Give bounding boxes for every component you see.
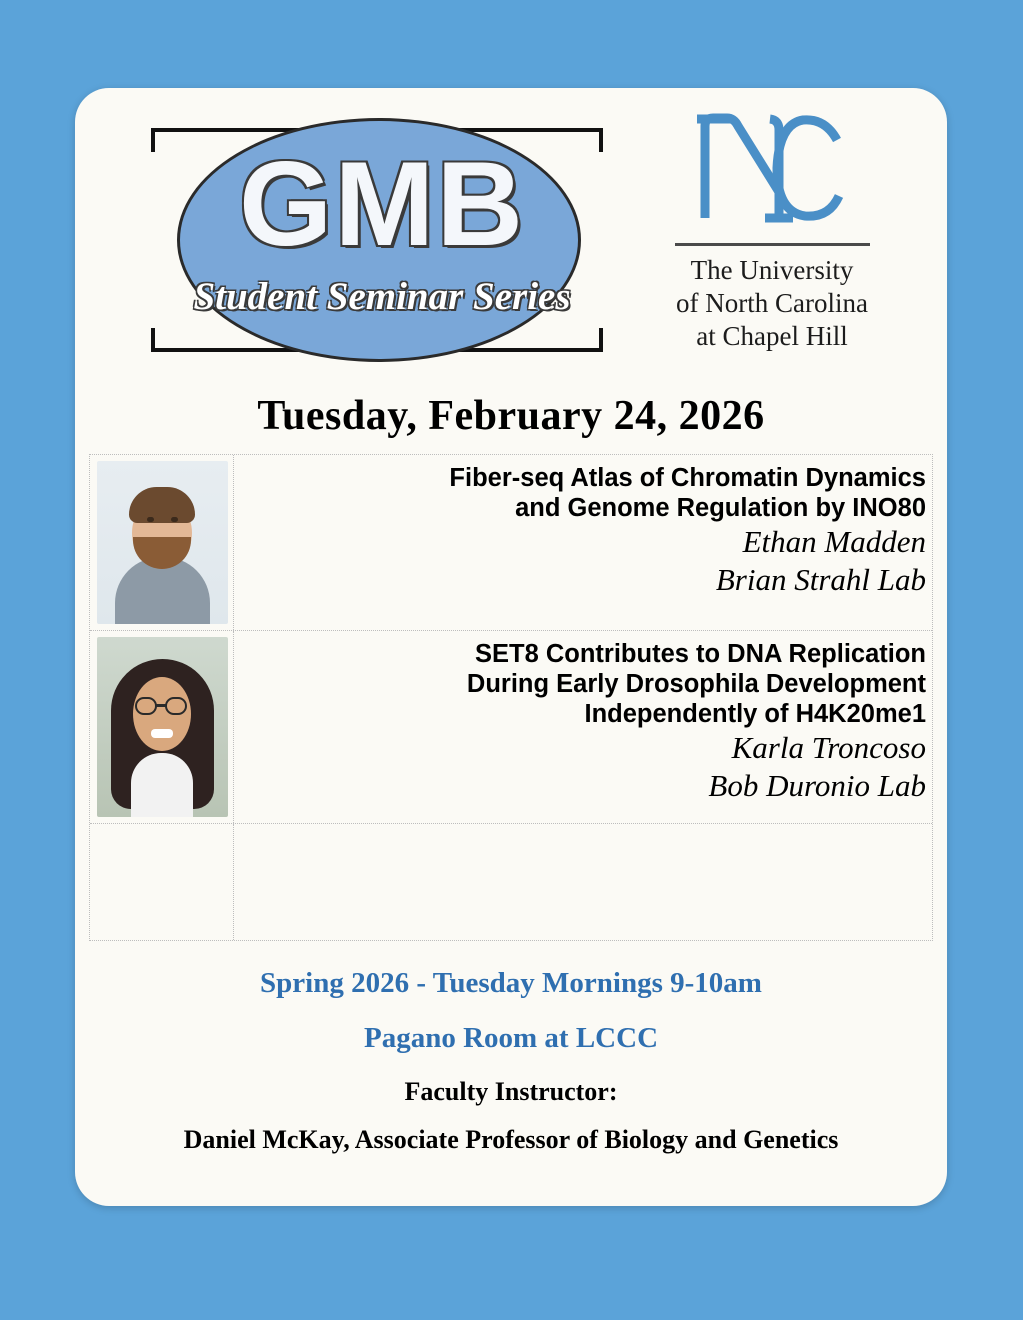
speaker-photo-karla-troncoso [97,637,228,817]
series-schedule: Spring 2026 - Tuesday Mornings 9-10am [260,967,762,999]
talk-row-empty [90,824,932,940]
talk-info [234,455,932,630]
series-location: Pagano Room at LCCC [363,1022,659,1054]
gmb-logo-text: GMB [239,137,525,271]
gmb-logo [117,110,587,372]
unc-nc-logo-icon [687,106,857,231]
talk-title-line3: Independently of H4K20me1 [584,700,926,728]
talk-row [90,455,932,631]
talk-title-line1: Fiber-seq Atlas of Chromatin Dynamics [449,464,926,492]
talk-speaker-name: Ethan Madden [742,524,926,559]
faculty-instructor-name: Daniel McKay, Associate Professor of Biology and Genetics [183,1125,839,1154]
faculty-instructor-label: Faculty Instructor: [404,1077,618,1106]
unc-branding [637,106,907,353]
speaker-photo-cell [90,455,234,630]
unc-divider [675,243,870,246]
poster-footer [75,967,947,1155]
talk-title-line2: and Genome Regulation by INO80 [515,494,926,522]
unc-name-line1: The University [690,255,854,285]
unc-name-line2: of North Carolina [676,288,868,318]
unc-name-line3: at Chapel Hill [696,321,848,351]
speaker-photo-ethan-madden [97,461,228,624]
speaker-photo-cell [90,631,234,823]
seminar-poster [75,88,947,1206]
talk-title-line1: SET8 Contributes to DNA Replication [475,640,926,668]
talks-table [89,454,933,941]
talk-info [234,631,932,823]
talk-title-line2: During Early Drosophila Development [466,670,926,698]
talk-row [90,631,932,824]
poster-header [75,88,947,388]
talk-lab-name: Bob Duronio Lab [708,768,926,803]
talk-info-empty [234,824,932,940]
seminar-date: Tuesday, February 24, 2026 [257,393,765,439]
talk-speaker-name: Karla Troncoso [731,730,926,765]
talk-lab-name: Brian Strahl Lab [715,562,926,597]
gmb-logo-subtitle: Student Seminar Series [193,275,571,318]
speaker-photo-cell-empty [90,824,234,940]
